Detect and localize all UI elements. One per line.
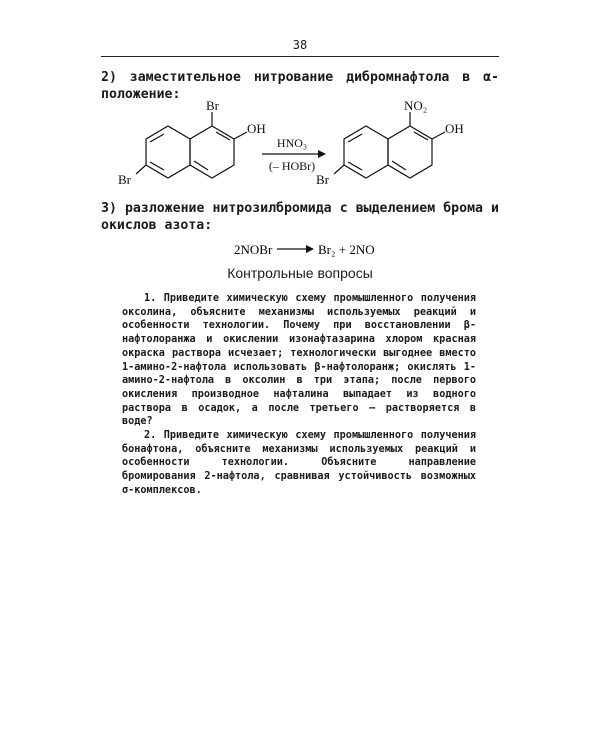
reactant-structure [136,112,247,178]
question-2: 2. Приведите химическую схему промышленного получения бонафтона, объясните механизмы используемых реакций и особенности технологии. Объясните направление бромирования 2-нафтола, сравнивая устойчивость возможных σ-комплексов. [122,430,476,496]
byproduct-label: (– HOBr) [268,159,316,173]
reaction-arrow [262,150,326,158]
reactant-substituent-br-top: Br [206,98,219,113]
step-3-text: 3) разложение нитрозилбромида с выделением брома и окислов азота: [101,201,499,233]
product-substituent-no2: NO₂ [404,98,428,113]
product-structure [334,112,445,178]
product-substituent-br-left: Br [316,172,329,187]
equation-left: 2NOBr [234,242,273,257]
reagent-label: HNO₃ [276,136,308,150]
equation-right: Br₂ + 2NO [318,242,375,257]
product-substituent-oh: OH [445,121,464,136]
page-number: 38 [292,38,308,52]
reactant-substituent-oh: OH [247,121,266,136]
question-1: 1. Приведите химическую схему промышленного получения оксолина, объясните механизмы используемых реакций и особенности технологии. Почему при восстановлении β-нафтолоранжа и окислении изонафтазарина хлором красная окраска раствора исчезает; технологически выгоднее вместо 1-амино-2-нафтола использовать β-нафтолоранж; окислять 1-амино-2-нафтола в оксолин в три этапа; после первого окисления производное нафталина выпадает из водного раствора в осадок, а после третьего — растворяется в воде? [122,293,476,428]
section-title: Контрольные вопросы [227,265,373,281]
questions-list [122,292,476,498]
nitration-scheme [0,0,600,200]
decomposition-equation [0,236,600,264]
equation-arrow-head [306,245,314,253]
step-2-text: 2) заместительное нитрование дибромнафтола в α-положение: [101,70,499,102]
reactant-substituent-br-left: Br [118,172,131,187]
